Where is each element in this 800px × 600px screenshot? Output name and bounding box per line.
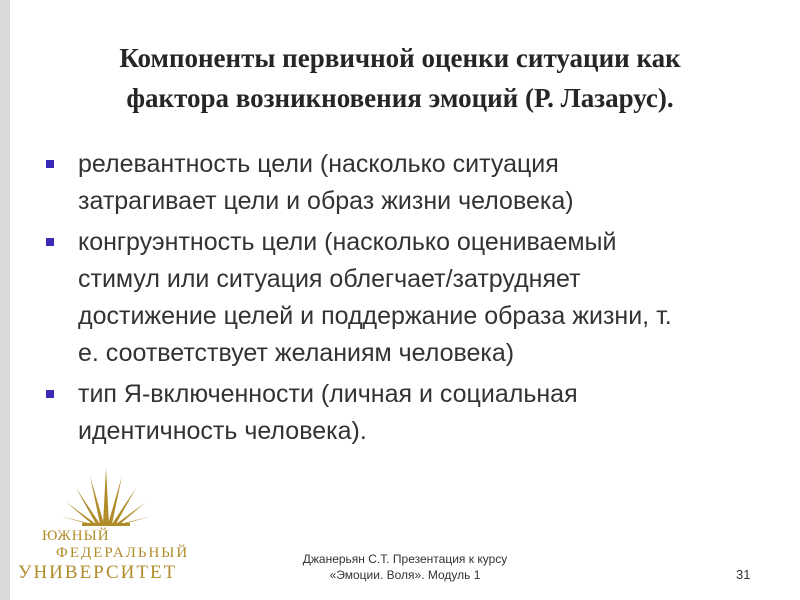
- bullet-item-ego-involvement: [46, 376, 766, 450]
- square-bullet-icon: [46, 238, 54, 246]
- bullet-item-goal-congruence: [46, 224, 766, 372]
- square-bullet-icon: [46, 390, 54, 398]
- university-logo: [12, 468, 198, 590]
- slide-title-line-2: фактора возникновения эмоций (Р. Лазарус).: [126, 83, 674, 113]
- sunburst-emblem-icon: [60, 468, 152, 528]
- page-number: 31: [736, 567, 751, 582]
- bullet-text-line: конгруэнтность цели (насколько оцениваемый: [78, 228, 617, 256]
- bullet-text-line: достижение целей и поддержание образа жизни, т.: [78, 302, 672, 330]
- left-accent-bar: [0, 0, 10, 600]
- footer-credit: [260, 551, 550, 583]
- logo-text-line-2: ФЕДЕРАЛЬНЫЙ: [56, 545, 190, 561]
- logo-text-line-3: УНИВЕРСИТЕТ: [18, 562, 178, 583]
- bullet-text-line: е. соответствует желаниям человека): [78, 339, 515, 367]
- square-bullet-icon: [46, 160, 54, 168]
- bullet-text-line: тип Я-включенности (личная и социальная: [78, 380, 578, 408]
- bullet-text-line: затрагивает цели и образ жизни человека): [78, 187, 574, 215]
- footer-line-2: «Эмоции. Воля». Модуль 1: [329, 568, 481, 582]
- bullet-text-line: релевантность цели (насколько ситуация: [78, 150, 559, 178]
- footer-line-1: Джанерьян С.Т. Презентация к курсу: [302, 552, 508, 566]
- slide-title-line-1: Компоненты первичной оценки ситуации как: [119, 43, 681, 73]
- bullet-item-goal-relevance: [46, 146, 766, 220]
- bullet-text-line: стимул или ситуация облегчает/затрудняет: [78, 265, 581, 293]
- bullet-text-line: идентичность человека).: [78, 417, 367, 445]
- logo-text-line-1: ЮЖНЫЙ: [42, 528, 110, 544]
- slide-title: [60, 38, 740, 118]
- bullet-list: [46, 146, 766, 454]
